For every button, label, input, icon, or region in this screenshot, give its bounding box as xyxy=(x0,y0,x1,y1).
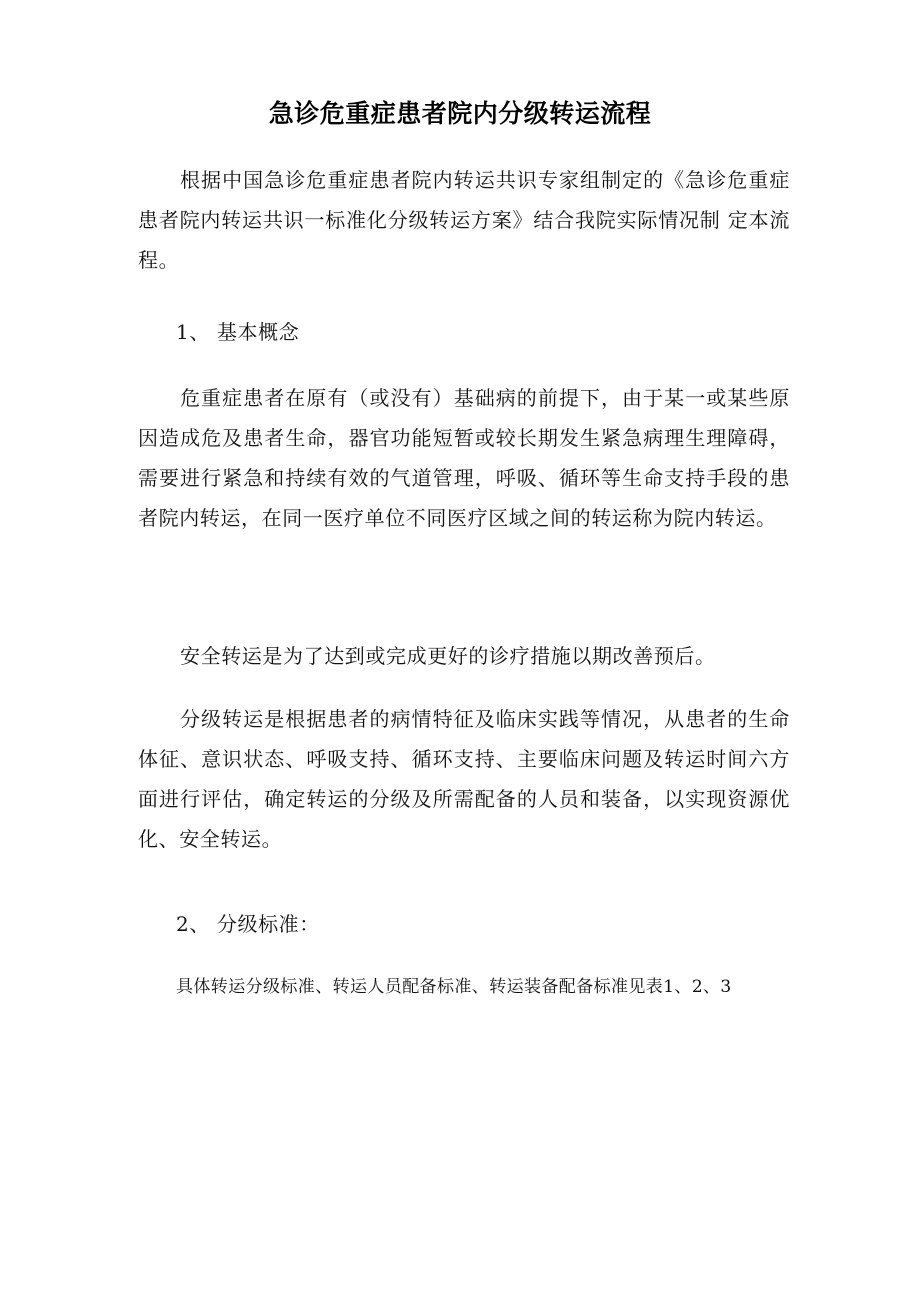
document-title: 急诊危重症患者院内分级转运流程 xyxy=(268,99,652,128)
section-heading-grading-standards: 2、 分级标准： xyxy=(176,912,320,936)
standards-note: 具体转运分级标准、转运人员配备标准、转运装备配备标准见表1、2、3 xyxy=(176,977,732,997)
intro-paragraph: 根据中国急诊危重症患者院内转运共识专家组制定的《急诊危重症患者院内转运共识一标准化分级转运方案》结合我院实际情况制 定本流程。 xyxy=(138,168,790,272)
safe-transfer-paragraph: 安全转运是为了达到或完成更好的诊疗措施以期改善预后。 xyxy=(180,644,716,668)
section-heading-basic-concepts: 1、 基本概念 xyxy=(176,320,300,344)
graded-transfer-paragraph: 分级转运是根据患者的病情特征及临床实践等情况，从患者的生命体征、意识状态、呼吸支持、循环支持、主要临床问题及转运时间六方面进行评估，确定转运的分级及所需配备的人员和装备，以实现资源优化、安全转运。 xyxy=(138,707,790,851)
definition-paragraph: 危重症患者在原有（或没有）基础病的前提下，由于某一或某些原因造成危及患者生命，器官功能短暂或较长期发生紧急病理生理障碍，需要进行紧急和持续有效的气道管理，呼吸、循环等生命支持手段的患者院内转运，在同一医疗单位不同医疗区域之间的转运称为院内转运。 xyxy=(138,386,790,530)
